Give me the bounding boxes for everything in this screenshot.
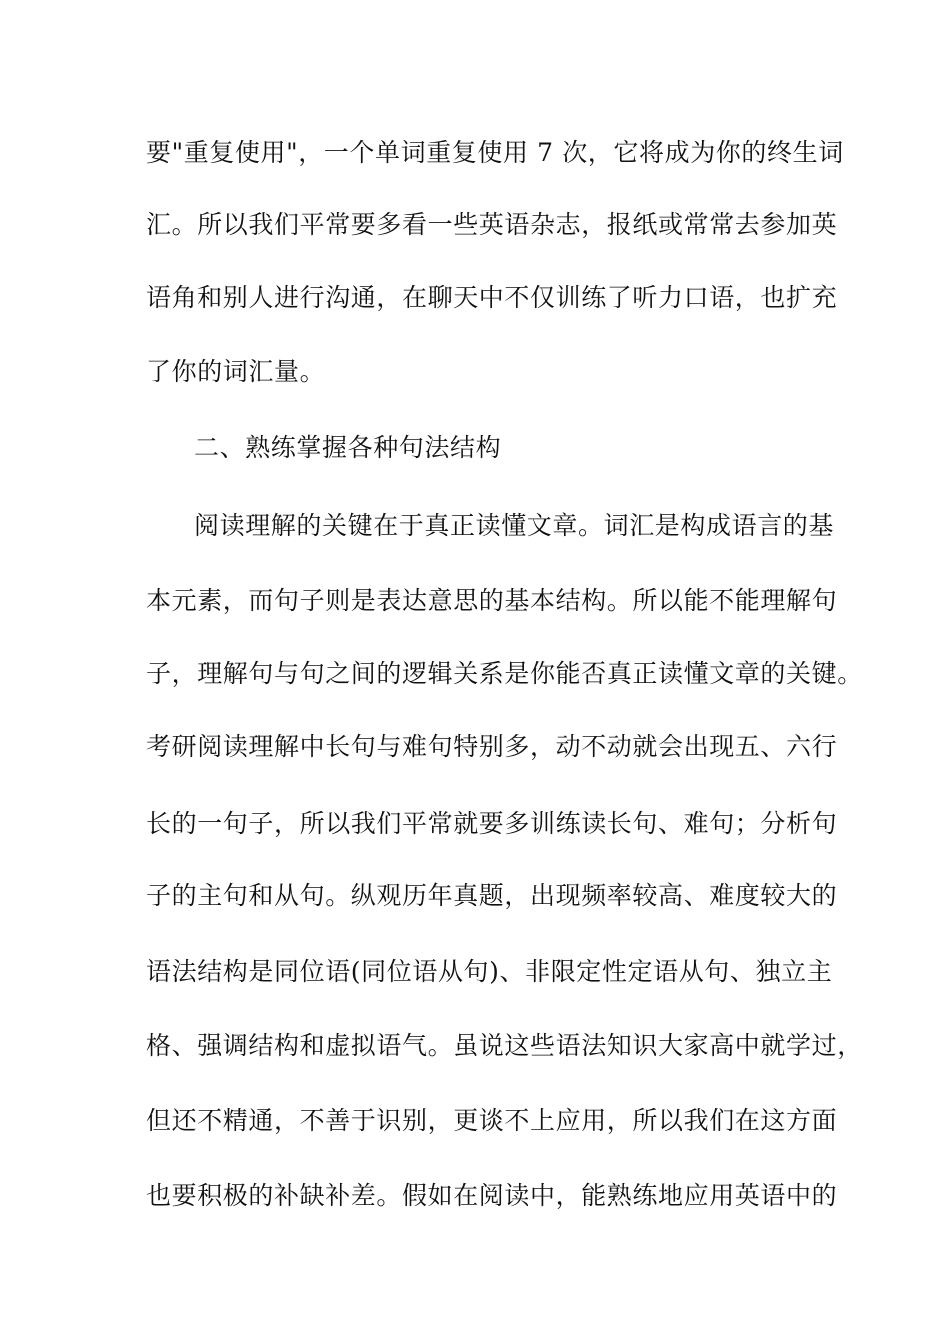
text-line: 要"重复使用"，一个单词重复使用 7 次，它将成为你的终生词 <box>146 138 844 167</box>
text-line: 考研阅读理解中长句与难句特别多，动不动就会出现五、六行 <box>146 732 838 761</box>
text-line: 语法结构是同位语(同位语从句)、非限定性定语从句、独立主 <box>146 957 833 986</box>
text-line: 阅读理解的关键在于真正读懂文章。词汇是构成语言的基 <box>194 511 835 540</box>
text-line: 了你的词汇量。 <box>146 357 326 386</box>
text-line: 汇。所以我们平常要多看一些英语杂志，报纸或常常去参加英 <box>146 210 838 239</box>
section-heading: 二、熟练掌握各种句法结构 <box>194 433 502 462</box>
text-line: 本元素，而句子则是表达意思的基本结构。所以能不能理解句 <box>146 586 838 615</box>
text-line: 语角和别人进行沟通，在聊天中不仅训练了听力口语，也扩充 <box>146 283 838 312</box>
text-line: 也要积极的补缺补差。假如在阅读中，能熟练地应用英语中的 <box>146 1181 838 1210</box>
text-line: 子的主句和从句。纵观历年真题，出现频率较高、难度较大的 <box>146 881 838 910</box>
text-line: 但还不精通，不善于识别，更谈不上应用，所以我们在这方面 <box>146 1106 838 1135</box>
text-line: 长的一句子，所以我们平常就要多训练读长句、难句；分析句 <box>146 809 838 838</box>
text-line: 格、强调结构和虚拟语气。虽说这些语法知识大家高中就学过， <box>146 1031 863 1060</box>
text-line: 子，理解句与句之间的逻辑关系是你能否真正读懂文章的关键。 <box>146 659 863 688</box>
